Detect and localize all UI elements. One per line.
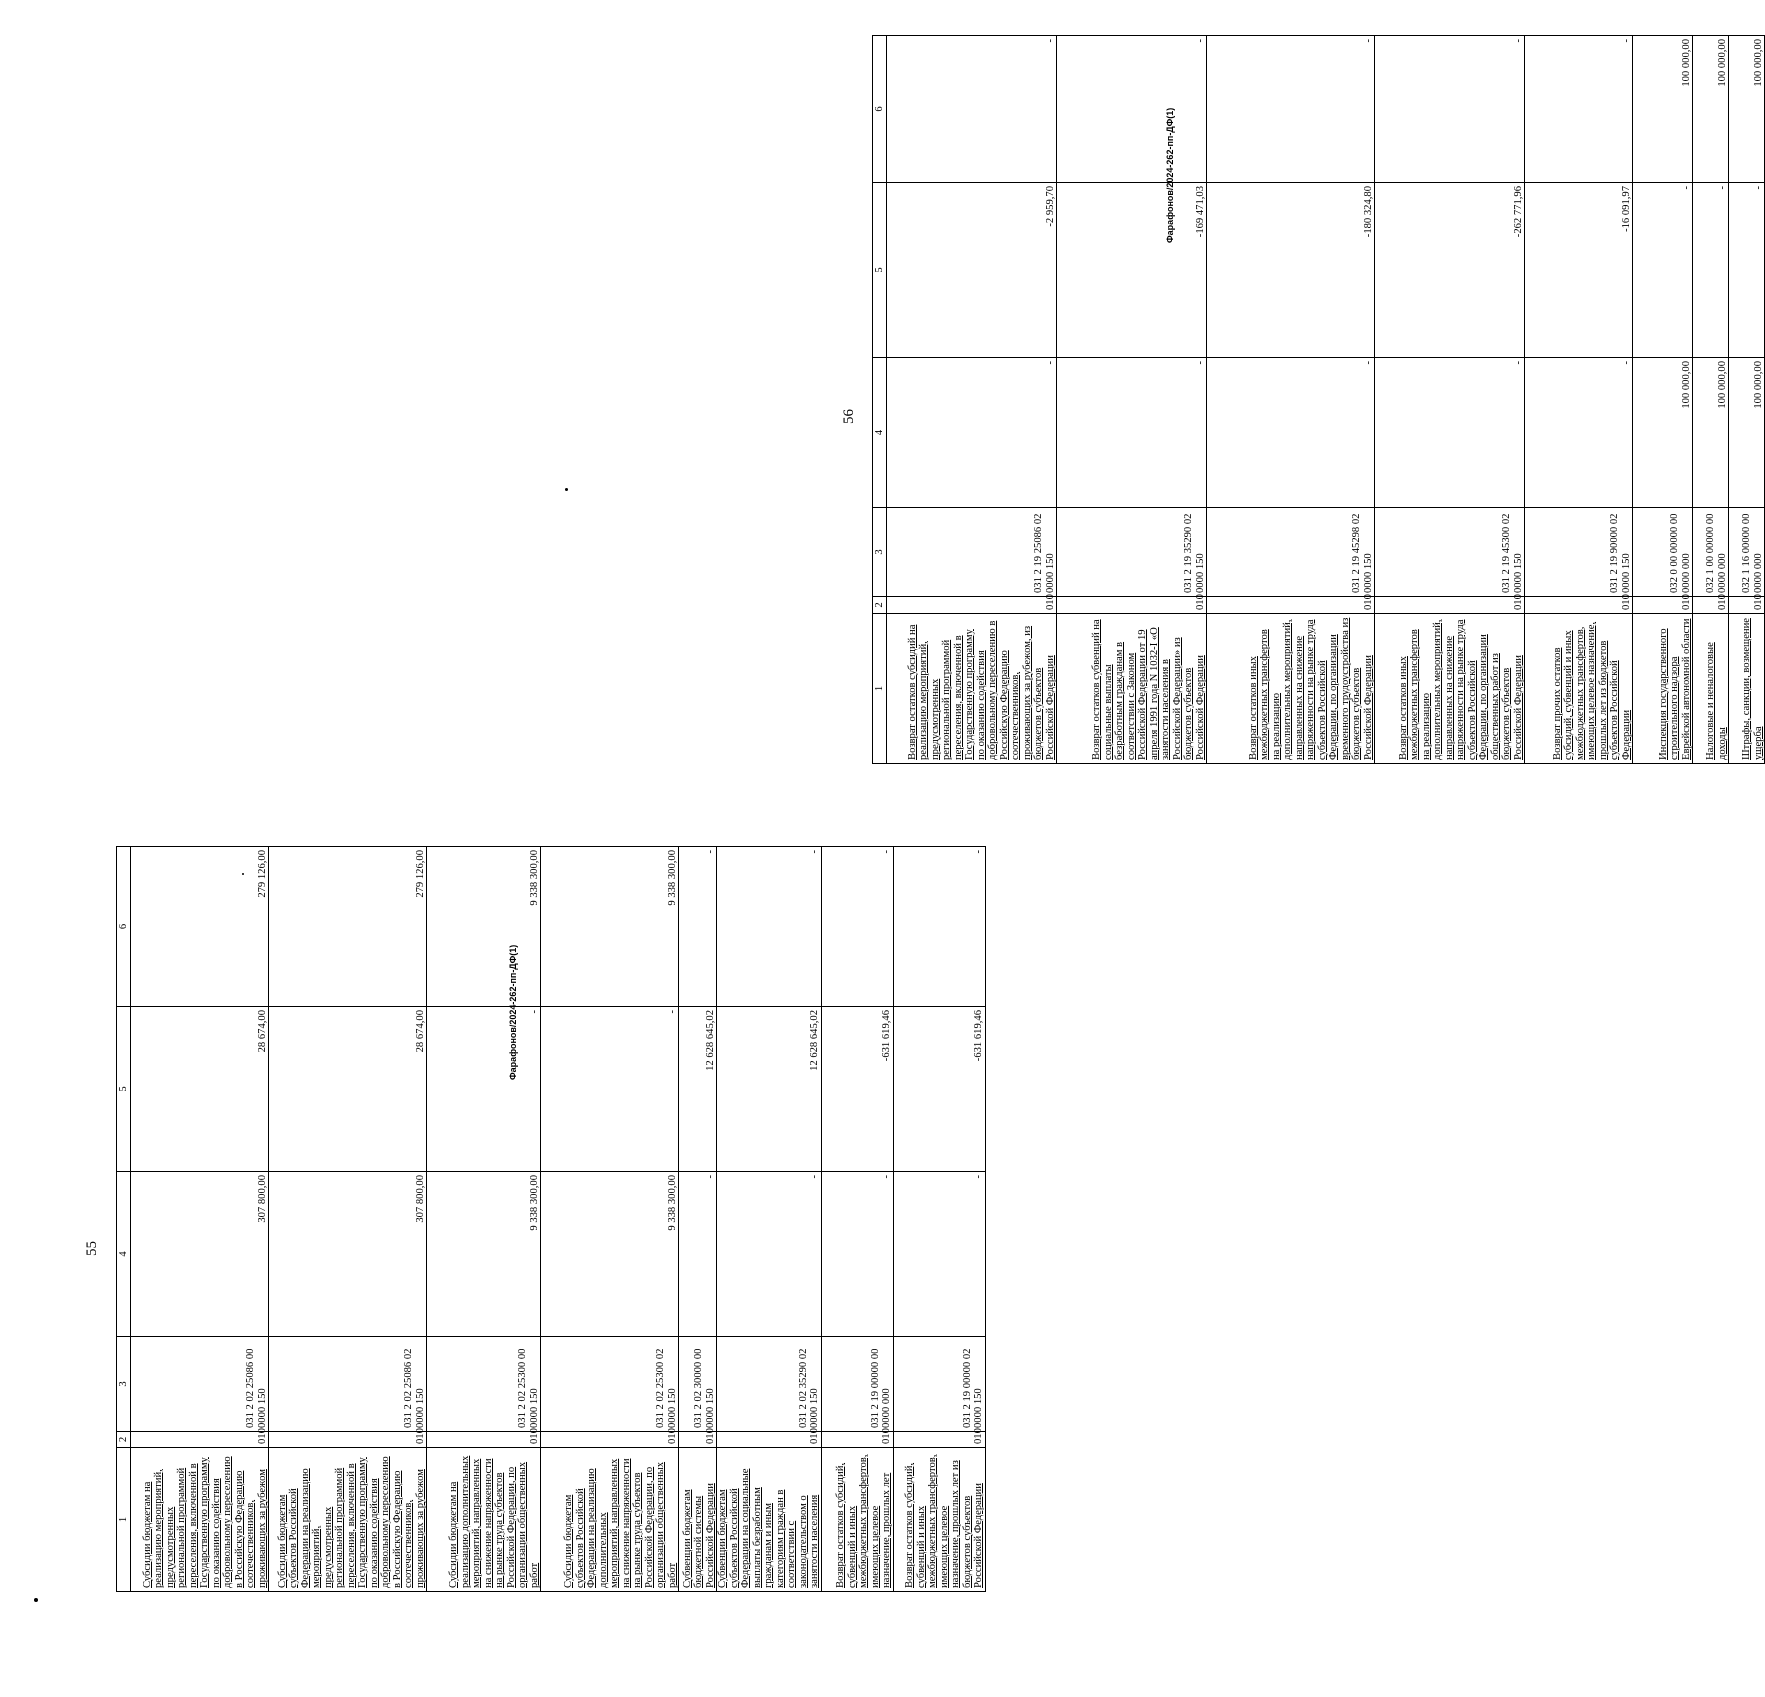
row-col4: -	[679, 1172, 717, 1337]
row-name: Субвенции бюджетам субъектов Российской Федерации на социальные выплаты безработным гражданам и иным категориям граждан в соответствии с законодательством о занятости населения	[717, 1448, 822, 1592]
table-row	[131, 847, 269, 1592]
row-col5: 12 628 645,02	[717, 1007, 822, 1172]
row-col6: -	[679, 847, 717, 1007]
page-56-table-wrap	[872, 35, 1765, 764]
row-admin-code: 010	[269, 1432, 427, 1448]
row-col4: -	[1207, 358, 1375, 508]
row-col4: -	[717, 1172, 822, 1337]
table-row	[893, 847, 985, 1592]
row-kbk: 032 1 16 00000 00 0000 000	[1729, 508, 1765, 597]
table-row	[1633, 36, 1693, 764]
row-col4: 100 000,00	[1693, 358, 1729, 508]
row-name: Субвенции бюджетам бюджетной системы Российской Федерации	[679, 1448, 717, 1592]
row-name: Возврат остатков субсидий, субвенций и иных межбюджетных трансфертов, имеющих целевое назначение, прошлых лет из бюджетов субъектов Российской Федерации	[893, 1448, 985, 1592]
row-admin-code: 010	[893, 1432, 985, 1448]
row-col6: 279 126,00	[269, 847, 427, 1007]
row-kbk: 031 2 02 30000 00 0000 150	[679, 1337, 717, 1432]
row-kbk: 031 2 19 00000 00 0000 000	[821, 1337, 893, 1432]
column-header: 2	[117, 1432, 131, 1448]
table-row	[1057, 36, 1207, 764]
row-admin-code: 010	[1207, 597, 1375, 614]
row-admin-code: 010	[1057, 597, 1207, 614]
row-admin-code: 010	[1729, 597, 1765, 614]
row-admin-code: 010	[887, 597, 1057, 614]
table-row	[1375, 36, 1525, 764]
row-col6: -	[887, 36, 1057, 183]
row-admin-code: 010	[1693, 597, 1729, 614]
row-name: Субсидии бюджетам субъектов Российской Федерации на реализацию дополнительных мероприятий, направленных на снижение напряженности на рынке труда субъектов Российской Федерации, по организации общественных работ	[541, 1448, 679, 1592]
row-name: Инспекция государственного строительного надзора Еврейской автономной области	[1633, 614, 1693, 764]
row-col5: -	[541, 1007, 679, 1172]
row-col4: 100 000,00	[1729, 358, 1765, 508]
row-col5: 28 674,00	[269, 1007, 427, 1172]
row-col4: 9 338 300,00	[541, 1172, 679, 1337]
row-col5: -	[427, 1007, 541, 1172]
row-admin-code: 010	[131, 1432, 269, 1448]
row-col4: 9 338 300,00	[427, 1172, 541, 1337]
table-row	[717, 847, 822, 1592]
row-col5: -631 619,46	[893, 1007, 985, 1172]
table-row	[1693, 36, 1729, 764]
row-col6: 279 126,00	[131, 847, 269, 1007]
row-col5: -180 324,80	[1207, 183, 1375, 358]
table-header-row	[873, 36, 887, 764]
column-header: 4	[873, 358, 887, 508]
page-footer: Фарафонов/2024-262-пп-ДФ(1)	[508, 944, 518, 1080]
budget-table-page-55	[116, 846, 986, 1592]
row-col6: -	[1207, 36, 1375, 183]
table-row	[541, 847, 679, 1592]
row-name: Субсидии бюджетам на реализацию мероприятий, предусмотренных региональной программой переселения, включенной в Государственную программу по оказанию содействия добровольному переселению в Российскую Федерацию соотечественников, проживающих за рубежом	[131, 1448, 269, 1592]
page-number: 56	[841, 409, 857, 424]
row-col5: 12 628 645,02	[679, 1007, 717, 1172]
row-admin-code: 010	[1525, 597, 1633, 614]
scan-speck	[34, 1598, 38, 1602]
row-name: Субсидии бюджетам субъектов Российской Федерации на реализацию мероприятий, предусмотренных региональной программой переселения, включенной в Государственную программу по оказанию содействия добровольному переселению в Российскую Федерацию соотечественников, проживающих за рубежом	[269, 1448, 427, 1592]
row-col6: 100 000,00	[1693, 36, 1729, 183]
column-header: 5	[873, 183, 887, 358]
table-row	[887, 36, 1057, 764]
row-col5: -	[1633, 183, 1693, 358]
row-kbk: 031 2 02 25086 02 0000 150	[269, 1337, 427, 1432]
row-name: Возврат остатков иных межбюджетных трансфертов на реализацию дополнительных мероприятий, направленных на снижение напряженности на рынке труда субъектов Российской Федерации, по организации общественных работ из бюджетов субъектов Российской Федерации	[1375, 614, 1525, 764]
row-col4: 100 000,00	[1633, 358, 1693, 508]
row-col6: 9 338 300,00	[541, 847, 679, 1007]
page-number: 55	[84, 1241, 100, 1256]
row-col4: -	[821, 1172, 893, 1337]
row-col4: -	[887, 358, 1057, 508]
row-col6: 100 000,00	[1729, 36, 1765, 183]
row-col4: 307 800,00	[269, 1172, 427, 1337]
table-row	[679, 847, 717, 1592]
row-col6: 100 000,00	[1633, 36, 1693, 183]
row-kbk: 031 2 19 00000 02 0000 150	[893, 1337, 985, 1432]
row-col5: -	[1693, 183, 1729, 358]
table-row	[821, 847, 893, 1592]
row-name: Возврат остатков субвенций на социальные выплаты безработным гражданам в соответствии с Законом Российской Федерации от 19 апреля 1991 года N 1032-I «О занятости населения в Российской Федерации» из бюджетов субъектов Российской Федерации	[1057, 614, 1207, 764]
row-kbk: 032 1 00 00000 00 0000 000	[1693, 508, 1729, 597]
table-row	[427, 847, 541, 1592]
row-admin-code: 010	[541, 1432, 679, 1448]
row-col4: -	[1525, 358, 1633, 508]
row-admin-code: 010	[427, 1432, 541, 1448]
row-col4: -	[1057, 358, 1207, 508]
row-name: Возврат остатков субсидий, субвенций и иных межбюджетных трансфертов, имеющих целевое назначение, прошлых лет	[821, 1448, 893, 1592]
row-kbk: 031 2 19 35290 02 0000 150	[1057, 508, 1207, 597]
row-kbk: 031 2 02 25300 00 0000 150	[427, 1337, 541, 1432]
row-admin-code: 010	[1633, 597, 1693, 614]
column-header: 1	[873, 614, 887, 764]
row-col6: -	[717, 847, 822, 1007]
row-name: Возврат остатков субсидий на реализацию мероприятий, предусмотренных региональной программой переселения, включенной в Государственную программу по оказанию содействия добровольному переселению в Российскую Федерацию соотечественников, проживающих за рубежом, из бюджетов субъектов Российской Федерации	[887, 614, 1057, 764]
row-kbk: 031 2 02 35290 02 0000 150	[717, 1337, 822, 1432]
row-kbk: 031 2 19 90000 02 0000 150	[1525, 508, 1633, 597]
row-admin-code: 010	[717, 1432, 822, 1448]
row-col6: -	[821, 847, 893, 1007]
row-col4: 307 800,00	[131, 1172, 269, 1337]
row-col6: -	[1057, 36, 1207, 183]
table-row	[269, 847, 427, 1592]
row-admin-code: 010	[821, 1432, 893, 1448]
row-admin-code: 010	[1375, 597, 1525, 614]
row-kbk: 031 2 02 25300 02 0000 150	[541, 1337, 679, 1432]
row-kbk: 032 0 00 00000 00 0000 000	[1633, 508, 1693, 597]
table-header-row	[117, 847, 131, 1592]
row-col5: -169 471,03	[1057, 183, 1207, 358]
scan-speck	[242, 873, 244, 875]
table-row	[1525, 36, 1633, 764]
page-55-table-wrap	[116, 846, 986, 1592]
row-admin-code: 010	[679, 1432, 717, 1448]
column-header: 6	[117, 847, 131, 1007]
column-header: 6	[873, 36, 887, 183]
column-header: 5	[117, 1007, 131, 1172]
column-header: 3	[117, 1337, 131, 1432]
row-col5: -2 959,70	[887, 183, 1057, 358]
row-name: Субсидии бюджетам на реализацию дополнительных мероприятий, направленных на снижение напряженности на рынке труда субъектов Российской Федерации, по организации общественных работ	[427, 1448, 541, 1592]
row-col6: -	[1375, 36, 1525, 183]
row-kbk: 031 2 19 45298 02 0000 150	[1207, 508, 1375, 597]
row-col5: -	[1729, 183, 1765, 358]
row-kbk: 031 2 19 25086 02 0000 150	[887, 508, 1057, 597]
page-footer: Фарафонов/2024-262-пп-ДФ(1)	[1165, 107, 1175, 243]
row-col5: -16 091,97	[1525, 183, 1633, 358]
table-row	[1207, 36, 1375, 764]
row-kbk: 031 2 02 25086 00 0000 150	[131, 1337, 269, 1432]
column-header: 3	[873, 508, 887, 597]
column-header: 4	[117, 1172, 131, 1337]
row-col4: -	[1375, 358, 1525, 508]
row-name: Возврат остатков иных межбюджетных трансфертов на реализацию дополнительных мероприятий, направленных на снижение напряженности на рынке труда субъектов Российской Федерации, по организации временного трудоустройства из бюджетов субъектов Российской Федерации	[1207, 614, 1375, 764]
row-name: Налоговые и неналоговые доходы	[1693, 614, 1729, 764]
column-header: 2	[873, 597, 887, 614]
table-row	[1729, 36, 1765, 764]
row-col4: -	[893, 1172, 985, 1337]
budget-table-page-56	[872, 35, 1765, 764]
row-col6: -	[893, 847, 985, 1007]
column-header: 1	[117, 1448, 131, 1592]
row-col5: -631 619,46	[821, 1007, 893, 1172]
row-name: Штрафы, санкции, возмещение ущерба	[1729, 614, 1765, 764]
scan-speck	[565, 488, 568, 491]
row-col5: -262 771,96	[1375, 183, 1525, 358]
row-col6: 9 338 300,00	[427, 847, 541, 1007]
row-col5: 28 674,00	[131, 1007, 269, 1172]
row-kbk: 031 2 19 45300 02 0000 150	[1375, 508, 1525, 597]
row-name: Возврат прочих остатков субсидий, субвенций и иных межбюджетных трансфертов, имеющих целевое назначение, прошлых лет из бюджетов субъектов Российской Федерации	[1525, 614, 1633, 764]
row-col6: -	[1525, 36, 1633, 183]
